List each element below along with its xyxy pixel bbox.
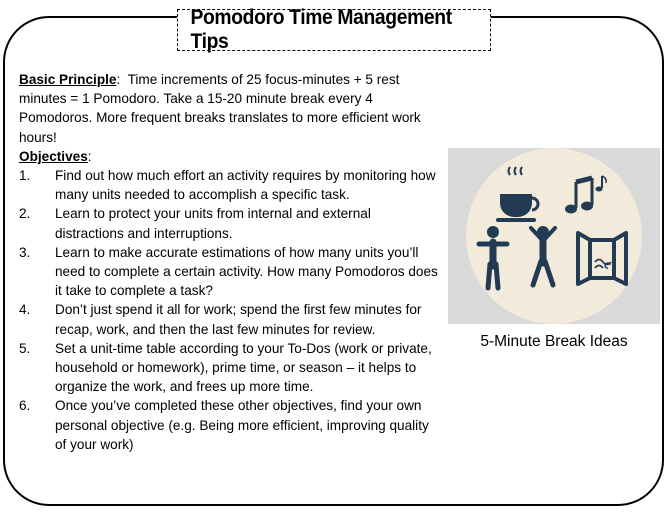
item-text: Once you’ve completed these other objectives, find your own personal objective (e.g. Being more efficient, improving quality of your work) — [55, 398, 429, 452]
list-item — [19, 396, 439, 454]
basic-principle: Basic Principle: Time increments of 25 focus-minutes + 5 rest minutes = 1 Pomodoro. Take a 15-20 minute break every 4 Pomodoros. More frequent breaks translates to more efficient work hours! — [19, 72, 421, 145]
page-title: Pomodoro Time Management Tips — [190, 6, 452, 53]
list-item — [19, 339, 439, 397]
item-text: Learn to protect your units from internal and external distractions and interruptions. — [55, 206, 371, 241]
principle-label: Basic Principle — [19, 72, 117, 87]
list-item — [19, 243, 439, 301]
illustration-caption: 5-Minute Break Ideas — [480, 333, 628, 350]
item-text: Learn to make accurate estimations of how many units you’ll need to complete a certain activity. How many Pomodoros does it take to complete a task? — [55, 244, 438, 299]
item-number: 1. — [19, 168, 31, 184]
tips-content — [19, 70, 439, 454]
principle-text: Time increments of 25 focus-minutes + 5 rest minutes = 1 Pomodoro. Take a 15-20 minute break every 4 Pomodoros. More frequent breaks translates to more efficient work hours! — [19, 72, 421, 145]
objectives-heading: Objectives: — [19, 148, 92, 164]
item-number: 3. — [19, 244, 31, 260]
item-text: Set a unit-time table according to your To-Dos (work or private, household or homework), prime time, or season – it helps to organize the work, and frees up more time. — [55, 340, 432, 395]
break-ideas-illustration — [448, 148, 660, 324]
list-item — [19, 166, 439, 204]
item-number: 2. — [19, 206, 31, 222]
objectives-list — [19, 166, 439, 454]
objectives-label: Objectives — [19, 148, 88, 164]
item-number: 6. — [19, 398, 31, 414]
item-number: 5. — [19, 340, 31, 356]
item-text: Don’t just spend it all for work; spend the first few minutes for recap, work, and then the last few minutes for review. — [55, 302, 422, 337]
title-box — [177, 6, 491, 53]
list-item — [19, 204, 439, 242]
list-item — [19, 300, 439, 338]
item-number: 4. — [19, 302, 31, 318]
item-text: Find out how much effort an activity requires by monitoring how many units needed to accomplish a specific task. — [55, 168, 436, 203]
